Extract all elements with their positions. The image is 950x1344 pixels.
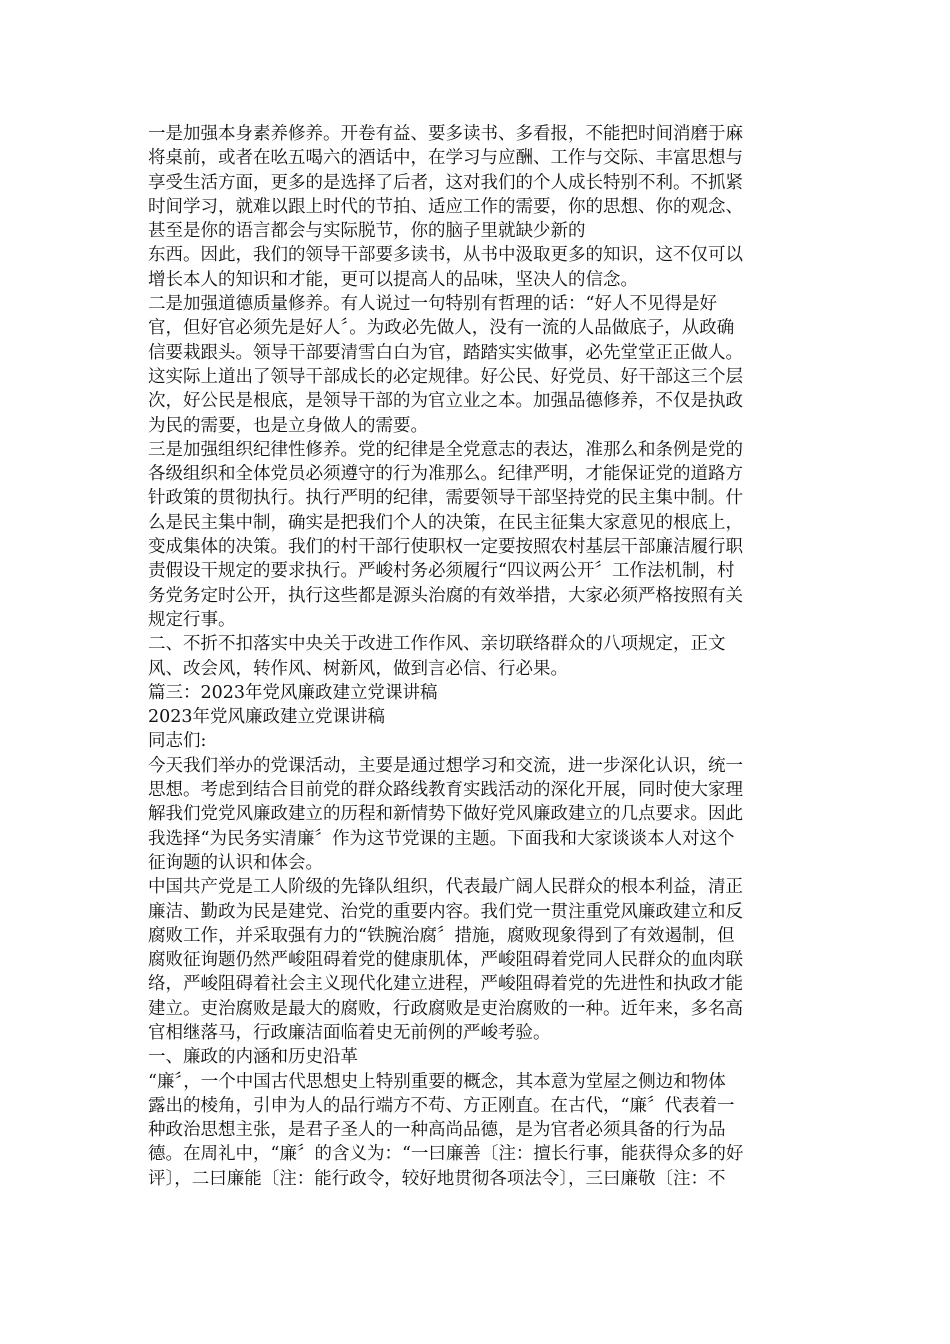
text-line: 各级组织和全体党员必须遵守的行为准那么。纪律严明，才能保证党的道路方 — [148, 464, 743, 485]
text-line: 次，好公民是根底，是领导干部的为官立业之本。加强品德修养，不仅是执政 — [148, 391, 743, 412]
text-line: 2023年党风廉政建立党课讲稿 — [148, 707, 386, 728]
text-line: 今天我们举办的党课活动，主要是通过想学习和交流，进一步深化认识，统一 — [148, 755, 743, 776]
text-line: 一是加强本身素养修养。开卷有益、要多读书、多看报，不能把时间消磨于麻 — [148, 124, 743, 144]
text-line: 东西。因此，我们的领导干部要多读书，从书中汲取更多的知识，这不仅可以 — [148, 245, 743, 266]
text-line: 责假设干规定的要求执行。严峻村务必须履行“四议两公开〞工作法机制，村 — [148, 561, 735, 582]
text-line: 这实际上道出了领导干部成长的必定规律。好公民、好党员、好干部这三个层 — [148, 366, 743, 387]
text-line: 腐败征询题仍然严峻阻碍着党的健康肌体，严峻阻碍着党同人民群众的血肉联 — [148, 950, 743, 971]
text-line: 官，但好官必须先是好人〞。为政必先做人，没有一流的人品做底子，从政确 — [148, 318, 735, 339]
text-line: 变成集体的决策。我们的村干部行使职权一定要按照农村基层干部廉洁履行职 — [148, 537, 743, 558]
text-line: 德。在周礼中，“廉〞的含义为：“一曰廉善〔注：擅长行事，能获得众多的好 — [148, 1144, 744, 1165]
text-line: 篇三：2023年党风廉政建立党课讲稿 — [148, 682, 438, 703]
text-line: “廉〞，一个中国古代思想史上特别重要的概念，其本意为堂屋之侧边和物体 — [148, 1071, 726, 1092]
text-line: 腐败工作，并采取强有力的“铁腕治腐〞措施，腐败现象得到了有效遏制，但 — [148, 925, 735, 946]
text-line: 甚至是你的语言都会与实际脱节，你的脑子里就缺少新的 — [148, 221, 586, 242]
text-line: 思想。考虑到结合目前党的群众路线教育实践活动的深化开展，同时使大家理 — [148, 780, 743, 801]
text-line: 我选择“为民务实清廉〞作为这节党课的主题。下面我和大家谈谈本人对这个 — [148, 828, 735, 849]
text-line: 规定行事。 — [148, 609, 236, 630]
text-line: 一、廉政的内涵和历史沿革 — [148, 1047, 358, 1068]
text-line: 为民的需要，也是立身做人的需要。 — [148, 415, 428, 436]
text-line: 二、不折不扣落实中央关于改进工作作风、亲切联络群众的八项规定，正文 — [148, 634, 726, 655]
document-body — [148, 122, 808, 1191]
text-line: 建立。吏治腐败是最大的腐败，行政腐败是吏治腐败的一种。近年来，多名高 — [148, 998, 743, 1019]
text-line: 风、改会风，转作风、树新风，做到言必信、行必果。 — [148, 658, 568, 679]
text-line: 增长本人的知识和才能，更可以提高人的品味，坚决人的信念。 — [148, 269, 638, 290]
text-line: 廉洁、勤政为民是建党、治党的重要内容。我们党一贯注重党风廉政建立和反 — [148, 901, 743, 922]
text-line: 同志们: — [148, 731, 207, 752]
text-line: 络，严峻阻碍着社会主义现代化建立进程，严峻阻碍着党的先进性和执政才能 — [148, 974, 743, 995]
text-line: 解我们党党风廉政建立的历程和新情势下做好党风廉政建立的几点要求。因此 — [148, 804, 743, 825]
text-line: 针政策的贯彻执行。执行严明的纪律，需要领导干部坚持党的民主集中制。什 — [148, 488, 743, 509]
text-line: 二是加强道德质量修养。有人说过一句特别有哲理的话：“好人不见得是好 — [148, 294, 717, 315]
text-line: 享受生活方面，更多的是选择了后者，这对我们的个人成长特别不利。不抓紧 — [148, 172, 743, 193]
text-line: 信要栽跟头。领导干部要清雪白白为官，踏踏实实做事，必先堂堂正正做人。 — [148, 342, 743, 363]
text-line: 露出的棱角，引申为人的品行端方不苟、方正刚直。在古代，“廉〞代表着一 — [148, 1095, 735, 1116]
text-line: 将桌前，或者在吆五喝六的酒话中，在学习与应酬、工作与交际、丰富思想与 — [148, 148, 743, 169]
text-line: 么是民主集中制，确实是把我们个人的决策，在民主征集大家意见的根底上， — [148, 512, 743, 533]
text-line: 中国共产党是工人阶级的先锋队组织，代表最广阔人民群众的根本利益，清正 — [148, 877, 743, 898]
text-line: 时间学习，就难以跟上时代的节拍、适应工作的需要，你的思想、你的观念、 — [148, 196, 743, 217]
text-line: 三是加强组织纪律性修养。党的纪律是全党意志的表达，准那么和条例是党的 — [148, 439, 743, 460]
text-line: 官相继落马，行政廉洁面临着史无前例的严峻考验。 — [148, 1022, 551, 1043]
text-line: 务党务定时公开，执行这些都是源头治腐的有效举措，大家必须严格按照有关 — [148, 585, 743, 606]
text-line: 评〕，二曰廉能〔注：能行政令，较好地贯彻各项法令〕，三曰廉敬〔注：不 — [148, 1168, 726, 1189]
text-line: 种政治思想主张，是君子圣人的一种高尚品德，是为官者必须具备的行为品 — [148, 1120, 726, 1141]
text-line: 征询题的认识和体会。 — [148, 852, 323, 873]
